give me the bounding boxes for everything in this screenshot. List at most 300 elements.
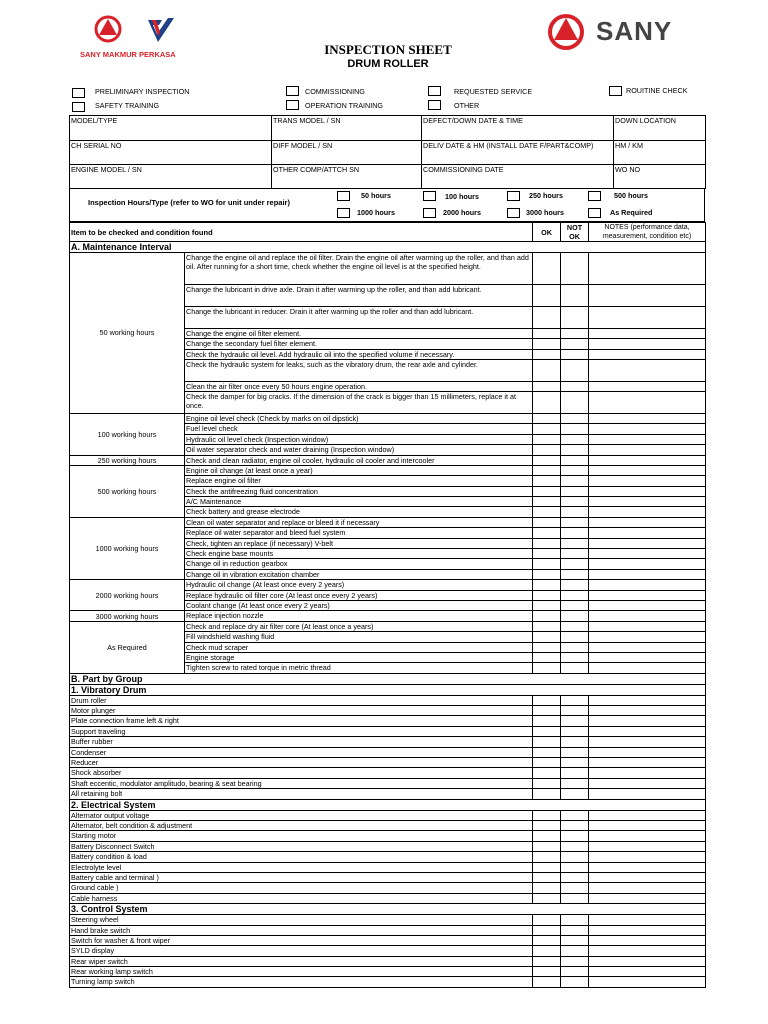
checkbox-50-hours[interactable] — [337, 191, 350, 201]
item-cell: SYLD display — [70, 946, 533, 956]
ok-cell[interactable] — [533, 946, 561, 956]
notes-cell[interactable] — [589, 831, 706, 841]
item-cell: Starting motor — [70, 831, 533, 841]
ok-cell[interactable] — [533, 862, 561, 872]
not-ok-cell[interactable] — [561, 580, 589, 590]
table-row — [70, 872, 706, 882]
notes-cell[interactable] — [589, 507, 706, 517]
field-wo-no[interactable]: WO NO — [614, 165, 706, 189]
field-other-comp[interactable]: OTHER COMP/ATTCH SN — [272, 165, 422, 189]
checkbox-250-hours[interactable] — [507, 191, 520, 201]
not-ok-cell[interactable] — [561, 538, 589, 548]
table-row — [70, 778, 706, 788]
notes-cell[interactable] — [589, 883, 706, 893]
not-ok-cell[interactable] — [561, 600, 589, 610]
ok-cell[interactable] — [533, 359, 561, 381]
notes-cell[interactable] — [589, 413, 706, 423]
ok-cell[interactable] — [533, 611, 561, 621]
ok-cell[interactable] — [533, 956, 561, 966]
interval-cell: 100 working hours — [70, 413, 185, 455]
ok-cell[interactable] — [533, 852, 561, 862]
table-header-row — [70, 223, 706, 242]
not-ok-cell[interactable] — [561, 893, 589, 903]
inspection-table — [69, 222, 706, 988]
not-ok-cell[interactable] — [561, 872, 589, 882]
notes-cell[interactable] — [589, 872, 706, 882]
item-cell: Rear wiper switch — [70, 956, 533, 966]
field-defect-date[interactable]: DEFECT/DOWN DATE & TIME — [422, 116, 614, 141]
table-row — [70, 893, 706, 903]
ok-cell[interactable] — [533, 253, 561, 285]
notes-cell[interactable] — [589, 497, 706, 507]
not-ok-cell[interactable] — [561, 956, 589, 966]
notes-cell[interactable] — [589, 810, 706, 820]
not-ok-cell[interactable] — [561, 349, 589, 359]
notes-cell[interactable] — [589, 726, 706, 736]
ok-cell[interactable] — [533, 392, 561, 414]
not-ok-cell[interactable] — [561, 497, 589, 507]
notes-cell[interactable] — [589, 915, 706, 925]
label-100-hours: 100 hours — [445, 192, 479, 201]
header-not-ok: NOT OK — [561, 223, 589, 242]
notes-cell[interactable] — [589, 339, 706, 349]
label-requested-service: REQUESTED SERVICE — [454, 87, 533, 96]
not-ok-cell[interactable] — [561, 652, 589, 662]
section-b-title: B. Part by Group — [70, 673, 706, 684]
ok-cell[interactable] — [533, 549, 561, 559]
item-cell: Hand brake switch — [70, 925, 533, 935]
table-row — [70, 253, 706, 285]
table-row — [70, 517, 706, 527]
page-title: INSPECTION SHEET — [324, 42, 452, 57]
not-ok-cell[interactable] — [561, 663, 589, 673]
not-ok-cell[interactable] — [561, 642, 589, 652]
sany-logo-text: SANY — [596, 16, 673, 46]
notes-cell[interactable] — [589, 455, 706, 465]
ok-cell[interactable] — [533, 706, 561, 716]
notes-cell[interactable] — [589, 465, 706, 475]
field-model-type[interactable]: MODEL/TYPE — [70, 116, 272, 141]
item-cell: Check the hydraulic system for leaks, such as the vibratory drum, the rear axle and cylinder. — [185, 359, 533, 381]
item-cell: Ground cable ) — [70, 883, 533, 893]
not-ok-cell[interactable] — [561, 821, 589, 831]
not-ok-cell[interactable] — [561, 253, 589, 285]
ok-cell[interactable] — [533, 768, 561, 778]
notes-cell[interactable] — [589, 663, 706, 673]
not-ok-cell[interactable] — [561, 569, 589, 579]
ok-cell[interactable] — [533, 621, 561, 631]
item-cell: Motor plunger — [70, 706, 533, 716]
notes-cell[interactable] — [589, 967, 706, 977]
not-ok-cell[interactable] — [561, 621, 589, 631]
not-ok-cell[interactable] — [561, 862, 589, 872]
notes-cell[interactable] — [589, 445, 706, 455]
item-cell: Clean the air filter once every 50 hours engine operation. — [185, 381, 533, 391]
item-cell: Buffer rubber — [70, 737, 533, 747]
group-1 — [70, 684, 706, 695]
not-ok-cell[interactable] — [561, 549, 589, 559]
ok-cell[interactable] — [533, 831, 561, 841]
checkbox-as-required[interactable] — [588, 208, 601, 218]
table-row — [70, 977, 706, 987]
not-ok-cell[interactable] — [561, 915, 589, 925]
not-ok-cell[interactable] — [561, 445, 589, 455]
group-2-title: 2. Electrical System — [70, 799, 706, 810]
ok-cell[interactable] — [533, 569, 561, 579]
ok-cell[interactable] — [533, 413, 561, 423]
ok-cell[interactable] — [533, 339, 561, 349]
table-row — [70, 789, 706, 799]
not-ok-cell[interactable] — [561, 611, 589, 621]
table-row — [70, 611, 706, 621]
not-ok-cell[interactable] — [561, 935, 589, 945]
notes-cell[interactable] — [589, 821, 706, 831]
field-commissioning-date[interactable]: COMMISSIONING DATE — [422, 165, 614, 189]
ok-cell[interactable] — [533, 381, 561, 391]
ok-cell[interactable] — [533, 455, 561, 465]
item-cell: Rear working lamp switch — [70, 967, 533, 977]
sany-makmur-logo-text: SANY MAKMUR PERKASA — [80, 50, 176, 59]
ok-cell[interactable] — [533, 758, 561, 768]
section-a-title: A. Maintenance Interval — [70, 242, 706, 253]
not-ok-cell[interactable] — [561, 789, 589, 799]
not-ok-cell[interactable] — [561, 852, 589, 862]
field-deliv-date[interactable]: DELIV DATE & HM (INSTALL DATE F/PART&COMP) — [422, 141, 614, 165]
not-ok-cell[interactable] — [561, 841, 589, 851]
ok-cell[interactable] — [533, 652, 561, 662]
ok-cell[interactable] — [533, 559, 561, 569]
not-ok-cell[interactable] — [561, 476, 589, 486]
field-ch-serial[interactable]: CH SERIAL NO — [70, 141, 272, 165]
ok-cell[interactable] — [533, 424, 561, 434]
not-ok-cell[interactable] — [561, 946, 589, 956]
sany-makmur-logo-mark — [88, 14, 208, 48]
ok-cell[interactable] — [533, 789, 561, 799]
table-row — [70, 455, 706, 465]
field-trans-model[interactable]: TRANS MODEL / SN — [272, 116, 422, 141]
notes-cell[interactable] — [589, 652, 706, 662]
not-ok-cell[interactable] — [561, 726, 589, 736]
not-ok-cell[interactable] — [561, 434, 589, 444]
not-ok-cell[interactable] — [561, 424, 589, 434]
not-ok-cell[interactable] — [561, 507, 589, 517]
item-cell: Change oil in vibration excitation chamber — [185, 569, 533, 579]
notes-cell[interactable] — [589, 359, 706, 381]
interval-cell: 3000 working hours — [70, 611, 185, 621]
ok-cell[interactable] — [533, 486, 561, 496]
ok-cell[interactable] — [533, 883, 561, 893]
notes-cell[interactable] — [589, 621, 706, 631]
item-cell: Check battery and grease electrode — [185, 507, 533, 517]
group-1-title: 1. Vibratory Drum — [70, 684, 706, 695]
notes-cell[interactable] — [589, 768, 706, 778]
notes-cell[interactable] — [589, 632, 706, 642]
ok-cell[interactable] — [533, 306, 561, 328]
item-cell: Replace hydraulic oil filter core (At least once every 2 years) — [185, 590, 533, 600]
notes-cell[interactable] — [589, 737, 706, 747]
ok-cell[interactable] — [533, 747, 561, 757]
not-ok-cell[interactable] — [561, 977, 589, 987]
item-cell: Support traveling — [70, 726, 533, 736]
notes-cell[interactable] — [589, 935, 706, 945]
not-ok-cell[interactable] — [561, 455, 589, 465]
not-ok-cell[interactable] — [561, 758, 589, 768]
item-cell: Change the secondary fuel filter element. — [185, 339, 533, 349]
not-ok-cell[interactable] — [561, 392, 589, 414]
not-ok-cell[interactable] — [561, 528, 589, 538]
section-b — [70, 673, 706, 684]
notes-cell[interactable] — [589, 778, 706, 788]
inspection-hours-box — [69, 188, 705, 222]
item-cell: Plate connection frame left & right — [70, 716, 533, 726]
item-cell: Battery cable and terminal ) — [70, 872, 533, 882]
checkbox-requested-service[interactable] — [428, 86, 441, 96]
notes-cell[interactable] — [589, 424, 706, 434]
interval-cell: 500 working hours — [70, 465, 185, 517]
notes-cell[interactable] — [589, 758, 706, 768]
not-ok-cell[interactable] — [561, 285, 589, 307]
table-row — [70, 695, 706, 705]
ok-cell[interactable] — [533, 476, 561, 486]
ok-cell[interactable] — [533, 528, 561, 538]
notes-cell[interactable] — [589, 925, 706, 935]
checkbox-preliminary[interactable] — [72, 88, 85, 98]
table-row — [70, 580, 706, 590]
notes-cell[interactable] — [589, 392, 706, 414]
checkbox-safety-training[interactable] — [72, 102, 85, 112]
not-ok-cell[interactable] — [561, 967, 589, 977]
item-cell: Battery Disconnect Switch — [70, 841, 533, 851]
table-row — [70, 768, 706, 778]
notes-cell[interactable] — [589, 517, 706, 527]
table-row — [70, 621, 706, 631]
notes-cell[interactable] — [589, 706, 706, 716]
not-ok-cell[interactable] — [561, 831, 589, 841]
item-cell: Replace injection nozzle — [185, 611, 533, 621]
not-ok-cell[interactable] — [561, 381, 589, 391]
section-a — [70, 242, 706, 253]
header-item: Item to be checked and condition found — [70, 223, 533, 242]
not-ok-cell[interactable] — [561, 716, 589, 726]
ok-cell[interactable] — [533, 810, 561, 820]
ok-cell[interactable] — [533, 695, 561, 705]
checkbox-100-hours[interactable] — [423, 191, 436, 201]
ok-cell[interactable] — [533, 977, 561, 987]
ok-cell[interactable] — [533, 580, 561, 590]
notes-cell[interactable] — [589, 306, 706, 328]
checkbox-commissioning[interactable] — [286, 86, 299, 96]
label-routine-check: ROUITINE CHECK — [626, 86, 688, 95]
interval-cell: 2000 working hours — [70, 580, 185, 611]
ok-cell[interactable] — [533, 821, 561, 831]
not-ok-cell[interactable] — [561, 883, 589, 893]
ok-cell[interactable] — [533, 967, 561, 977]
ok-cell[interactable] — [533, 716, 561, 726]
label-50-hours: 50 hours — [361, 191, 391, 200]
sany-makmur-logo — [80, 14, 208, 62]
ok-cell[interactable] — [533, 893, 561, 903]
notes-cell[interactable] — [589, 476, 706, 486]
ok-cell[interactable] — [533, 590, 561, 600]
sany-logo — [546, 12, 706, 52]
field-down-location[interactable]: DOWN LOCATION — [614, 116, 706, 141]
not-ok-cell[interactable] — [561, 559, 589, 569]
not-ok-cell[interactable] — [561, 632, 589, 642]
notes-cell[interactable] — [589, 789, 706, 799]
table-row — [70, 956, 706, 966]
not-ok-cell[interactable] — [561, 747, 589, 757]
notes-cell[interactable] — [589, 328, 706, 338]
ok-cell[interactable] — [533, 465, 561, 475]
notes-cell[interactable] — [589, 580, 706, 590]
table-row — [70, 758, 706, 768]
item-cell: Cable harness — [70, 893, 533, 903]
header-ok: OK — [533, 223, 561, 242]
check-row-1 — [0, 86, 768, 98]
ok-cell[interactable] — [533, 632, 561, 642]
notes-cell[interactable] — [589, 852, 706, 862]
ok-cell[interactable] — [533, 285, 561, 307]
ok-cell[interactable] — [533, 841, 561, 851]
table-row — [70, 831, 706, 841]
item-cell: Check and replace dry air filter core (At least once a years) — [185, 621, 533, 631]
field-hm-km[interactable]: HM / KM — [614, 141, 706, 165]
not-ok-cell[interactable] — [561, 486, 589, 496]
item-cell: Electrolyte level — [70, 862, 533, 872]
table-row — [70, 946, 706, 956]
notes-cell[interactable] — [589, 486, 706, 496]
not-ok-cell[interactable] — [561, 328, 589, 338]
item-cell: Change oil in reduction gearbox — [185, 559, 533, 569]
label-commissioning: COMMISSIONING — [305, 87, 365, 96]
notes-cell[interactable] — [589, 893, 706, 903]
item-cell: Change the lubricant in drive axle. Drain it after warming up the roller, and than add lubricant. — [185, 285, 533, 307]
checkbox-routine-check[interactable] — [609, 86, 622, 96]
ok-cell[interactable] — [533, 445, 561, 455]
item-cell: Tighten screw to rated torque in metric thread — [185, 663, 533, 673]
notes-cell[interactable] — [589, 285, 706, 307]
not-ok-cell[interactable] — [561, 590, 589, 600]
item-cell: Hydraulic oil change (At least once every 2 years) — [185, 580, 533, 590]
checkbox-1000-hours[interactable] — [337, 208, 350, 218]
table-row — [70, 706, 706, 716]
notes-cell[interactable] — [589, 538, 706, 548]
ok-cell[interactable] — [533, 778, 561, 788]
notes-cell[interactable] — [589, 381, 706, 391]
notes-cell[interactable] — [589, 956, 706, 966]
ok-cell[interactable] — [533, 663, 561, 673]
interval-cell: 50 working hours — [70, 253, 185, 414]
ok-cell[interactable] — [533, 434, 561, 444]
notes-cell[interactable] — [589, 977, 706, 987]
table-row — [70, 810, 706, 820]
ok-cell[interactable] — [533, 642, 561, 652]
not-ok-cell[interactable] — [561, 925, 589, 935]
ok-cell[interactable] — [533, 328, 561, 338]
table-row — [70, 716, 706, 726]
ok-cell[interactable] — [533, 737, 561, 747]
not-ok-cell[interactable] — [561, 695, 589, 705]
ok-cell[interactable] — [533, 726, 561, 736]
ok-cell[interactable] — [533, 517, 561, 527]
notes-cell[interactable] — [589, 695, 706, 705]
checkbox-3000-hours[interactable] — [507, 208, 520, 218]
notes-cell[interactable] — [589, 862, 706, 872]
checkbox-operation-training[interactable] — [286, 100, 299, 110]
notes-cell[interactable] — [589, 841, 706, 851]
checkbox-other[interactable] — [428, 100, 441, 110]
label-1000-hours: 1000 hours — [357, 208, 395, 217]
not-ok-cell[interactable] — [561, 768, 589, 778]
header-notes: NOTES (performance data, measurement, condition etc) — [589, 223, 706, 242]
checkbox-500-hours[interactable] — [588, 191, 601, 201]
not-ok-cell[interactable] — [561, 706, 589, 716]
notes-cell[interactable] — [589, 434, 706, 444]
interval-cell: As Required — [70, 621, 185, 673]
label-500-hours: 500 hours — [614, 191, 648, 200]
item-cell: Hydraulic oil level check (Inspection window) — [185, 434, 533, 444]
table-row — [70, 413, 706, 423]
not-ok-cell[interactable] — [561, 413, 589, 423]
item-cell: Oil water separator check and water draining (Inspection window) — [185, 445, 533, 455]
not-ok-cell[interactable] — [561, 810, 589, 820]
table-row — [70, 967, 706, 977]
ok-cell[interactable] — [533, 538, 561, 548]
notes-cell[interactable] — [589, 253, 706, 285]
ok-cell[interactable] — [533, 915, 561, 925]
item-cell: Alternator output voltage — [70, 810, 533, 820]
notes-cell[interactable] — [589, 946, 706, 956]
item-cell: Steering wheel — [70, 915, 533, 925]
notes-cell[interactable] — [589, 349, 706, 359]
not-ok-cell[interactable] — [561, 778, 589, 788]
notes-cell[interactable] — [589, 747, 706, 757]
field-diff-model[interactable]: DIFF MODEL / SN — [272, 141, 422, 165]
notes-cell[interactable] — [589, 600, 706, 610]
notes-cell[interactable] — [589, 559, 706, 569]
table-row — [70, 726, 706, 736]
not-ok-cell[interactable] — [561, 359, 589, 381]
table-row — [70, 737, 706, 747]
notes-cell[interactable] — [589, 642, 706, 652]
notes-cell[interactable] — [589, 590, 706, 600]
ok-cell[interactable] — [533, 600, 561, 610]
item-cell: Change the engine oil filter element. — [185, 328, 533, 338]
not-ok-cell[interactable] — [561, 339, 589, 349]
not-ok-cell[interactable] — [561, 737, 589, 747]
ok-cell[interactable] — [533, 507, 561, 517]
field-engine-model[interactable]: ENGINE MODEL / SN — [70, 165, 272, 189]
table-row — [70, 465, 706, 475]
ok-cell[interactable] — [533, 935, 561, 945]
ok-cell[interactable] — [533, 925, 561, 935]
table-row — [70, 935, 706, 945]
notes-cell[interactable] — [589, 716, 706, 726]
notes-cell[interactable] — [589, 569, 706, 579]
checkbox-2000-hours[interactable] — [423, 208, 436, 218]
notes-cell[interactable] — [589, 549, 706, 559]
ok-cell[interactable] — [533, 349, 561, 359]
notes-cell[interactable] — [589, 611, 706, 621]
notes-cell[interactable] — [589, 528, 706, 538]
ok-cell[interactable] — [533, 497, 561, 507]
not-ok-cell[interactable] — [561, 517, 589, 527]
item-cell: Clean oil water separator and replace or bleed it if necessary — [185, 517, 533, 527]
ok-cell[interactable] — [533, 872, 561, 882]
not-ok-cell[interactable] — [561, 465, 589, 475]
not-ok-cell[interactable] — [561, 306, 589, 328]
table-row — [70, 862, 706, 872]
